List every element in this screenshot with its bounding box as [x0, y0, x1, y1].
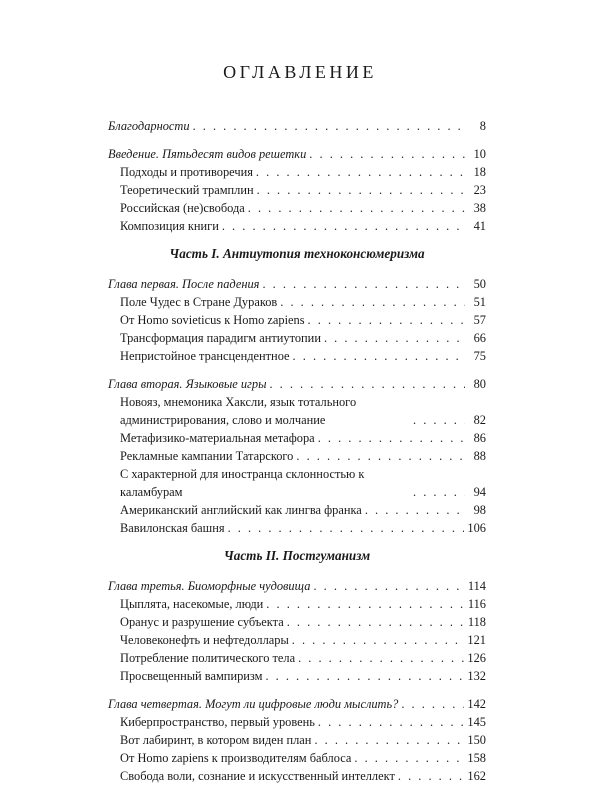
subsection-entry-page: 150: [467, 733, 486, 747]
subsection-entry-title: Потребление политического тела: [120, 651, 296, 665]
toc-section: [108, 695, 486, 785]
dot-leader: [318, 429, 465, 447]
subsection-entry-page: 41: [473, 219, 486, 233]
dot-leader: [309, 145, 465, 163]
subsection-entry-page: 94: [473, 485, 486, 499]
subsection-entry: [108, 293, 486, 311]
subsection-entry-title: Свобода воли, сознание и искусственный интеллект: [120, 769, 395, 783]
dot-leader: [308, 311, 465, 329]
subsection-entry: [108, 667, 486, 685]
subsection-entry-page: 82: [473, 413, 486, 427]
chapter-entry-page: 10: [473, 147, 486, 161]
subsection-entry: [108, 649, 486, 667]
part-heading: Часть I. Антиутопия техноконсюмеризма: [169, 246, 425, 261]
dot-leader: [413, 483, 465, 501]
subsection-entry-title: Вот лабиринт, в котором виден план: [120, 733, 312, 747]
subsection-entry-page: 126: [467, 651, 486, 665]
chapter-entry-title: Введение. Пятьдесят видов решетки: [108, 147, 307, 161]
subsection-entry-title: Метафизико-материальная метафора: [120, 431, 315, 445]
chapter-entry-page: 142: [467, 697, 486, 711]
subsection-entry: [108, 163, 486, 181]
subsection-entry: [108, 347, 486, 365]
subsection-entry-title: Непристойное трансцендентное: [120, 349, 290, 363]
dot-leader: [228, 519, 465, 537]
part-heading: Часть II. Постгуманизм: [223, 548, 371, 563]
subsection-entry: [108, 731, 486, 749]
dot-leader: [193, 117, 465, 135]
subsection-entry-page: 51: [473, 295, 486, 309]
subsection-entry: [108, 631, 486, 649]
dot-leader: [248, 199, 465, 217]
dot-leader: [318, 713, 465, 731]
dot-leader: [287, 613, 465, 631]
dot-leader: [398, 767, 465, 785]
subsection-entry-title: Американский английский как лингва франка: [120, 503, 362, 517]
chapter-entry: [108, 695, 486, 713]
subsection-entry-page: 145: [467, 715, 486, 729]
subsection-entry: [108, 501, 486, 519]
subsection-entry-title: Трансформация парадигм антиутопии: [120, 331, 321, 345]
dot-leader: [257, 181, 465, 199]
subsection-entry-page: 106: [467, 521, 486, 535]
subsection-entry: [108, 329, 486, 347]
chapter-entry-title: Глава вторая. Языковые игры: [108, 377, 267, 391]
dot-leader: [266, 595, 465, 613]
toc-section: [108, 145, 486, 235]
dot-leader: [280, 293, 465, 311]
dot-leader: [313, 577, 464, 595]
subsection-entry: [108, 181, 486, 199]
subsection-entry: [108, 311, 486, 329]
chapter-entry-title: Глава третья. Биоморфные чудовища: [108, 579, 311, 593]
subsection-entry-title: Цыплята, насекомые, люди: [120, 597, 264, 611]
toc-section: [108, 375, 486, 537]
table-of-contents: [108, 117, 486, 795]
subsection-entry-page: 162: [467, 769, 486, 783]
subsection-entry-title: Рекламные кампании Татарского: [120, 449, 294, 463]
chapter-entry: [108, 117, 486, 135]
subsection-entry-title: Просвещенный вампиризм: [120, 669, 263, 683]
subsection-entry: [108, 749, 486, 767]
subsection-entry: [108, 393, 486, 429]
dot-leader: [265, 667, 464, 685]
dot-leader: [292, 631, 465, 649]
subsection-entry-title: Поле Чудес в Стране Дураков: [120, 295, 278, 309]
subsection-entry-page: 66: [473, 331, 486, 345]
subsection-entry: [108, 767, 486, 785]
chapter-entry-page: 8: [479, 119, 486, 133]
dot-leader: [354, 749, 464, 767]
dot-leader: [293, 347, 465, 365]
subsection-entry-title: Оранус и разрушение субъекта: [120, 615, 284, 629]
subsection-entry: [108, 465, 486, 501]
subsection-entry-page: 57: [473, 313, 486, 327]
dot-leader: [365, 501, 465, 519]
subsection-entry-page: 18: [473, 165, 486, 179]
chapter-entry: [108, 275, 486, 293]
subsection-entry-page: 23: [473, 183, 486, 197]
dot-leader: [262, 275, 465, 293]
subsection-entry-title: От Homo sovieticus к Homo zapiens: [120, 313, 305, 327]
subsection-entry-page: 88: [473, 449, 486, 463]
subsection-entry-title: Вавилонская башня: [120, 521, 225, 535]
toc-section: [108, 275, 486, 365]
dot-leader: [269, 375, 465, 393]
chapter-entry: [108, 145, 486, 163]
chapter-entry-page: 50: [473, 277, 486, 291]
subsection-entry-page: 98: [473, 503, 486, 517]
chapter-entry-title: Глава первая. После падения: [108, 277, 260, 291]
subsection-entry: [108, 595, 486, 613]
dot-leader: [314, 731, 464, 749]
chapter-entry-title: Глава четвертая. Могут ли цифровые люди мыслить?: [108, 697, 399, 711]
subsection-entry-title: Человеконефть и нефтедоллары: [120, 633, 289, 647]
subsection-entry-title: Композиция книги: [120, 219, 219, 233]
subsection-entry-title: Теоретический трамплин: [120, 183, 254, 197]
subsection-entry-title: Киберпространство, первый уровень: [120, 715, 315, 729]
dot-leader: [324, 329, 465, 347]
subsection-entry: [108, 519, 486, 537]
subsection-entry-title: Российская (не)свобода: [120, 201, 245, 215]
subsection-entry: [108, 217, 486, 235]
subsection-entry-title: С характерной для иностранца склонностью к каламбурам: [120, 467, 365, 499]
dot-leader: [401, 695, 464, 713]
subsection-entry-page: 75: [473, 349, 486, 363]
chapter-entry: [108, 375, 486, 393]
dot-leader: [413, 411, 465, 429]
subsection-entry-page: 118: [467, 615, 486, 629]
subsection-entry: [108, 613, 486, 631]
page-title: ОГЛАВЛЕНИЕ: [223, 62, 377, 82]
subsection-entry-page: 86: [473, 431, 486, 445]
chapter-entry-page: 80: [473, 377, 486, 391]
chapter-entry: [108, 577, 486, 595]
subsection-entry-page: 132: [467, 669, 486, 683]
subsection-entry-page: 158: [467, 751, 486, 765]
subsection-entry-title: Подходы и противоречия: [120, 165, 253, 179]
subsection-entry-title: Новояз, мнемоника Хаксли, язык тотального администрирования, слово и молчание: [120, 395, 357, 427]
subsection-entry: [108, 447, 486, 465]
subsection-entry: [108, 713, 486, 731]
subsection-entry: [108, 199, 486, 217]
dot-leader: [298, 649, 464, 667]
toc-section: [108, 577, 486, 685]
chapter-entry-title: Благодарности: [108, 119, 190, 133]
subsection-entry: [108, 429, 486, 447]
dot-leader: [256, 163, 465, 181]
chapter-entry-page: 114: [467, 579, 486, 593]
dot-leader: [222, 217, 465, 235]
subsection-entry-page: 116: [467, 597, 486, 611]
subsection-entry-title: От Homo zapiens к производителям баблоса: [120, 751, 352, 765]
dot-leader: [296, 447, 465, 465]
toc-section: [108, 117, 486, 135]
subsection-entry-page: 38: [473, 201, 486, 215]
subsection-entry-page: 121: [467, 633, 486, 647]
